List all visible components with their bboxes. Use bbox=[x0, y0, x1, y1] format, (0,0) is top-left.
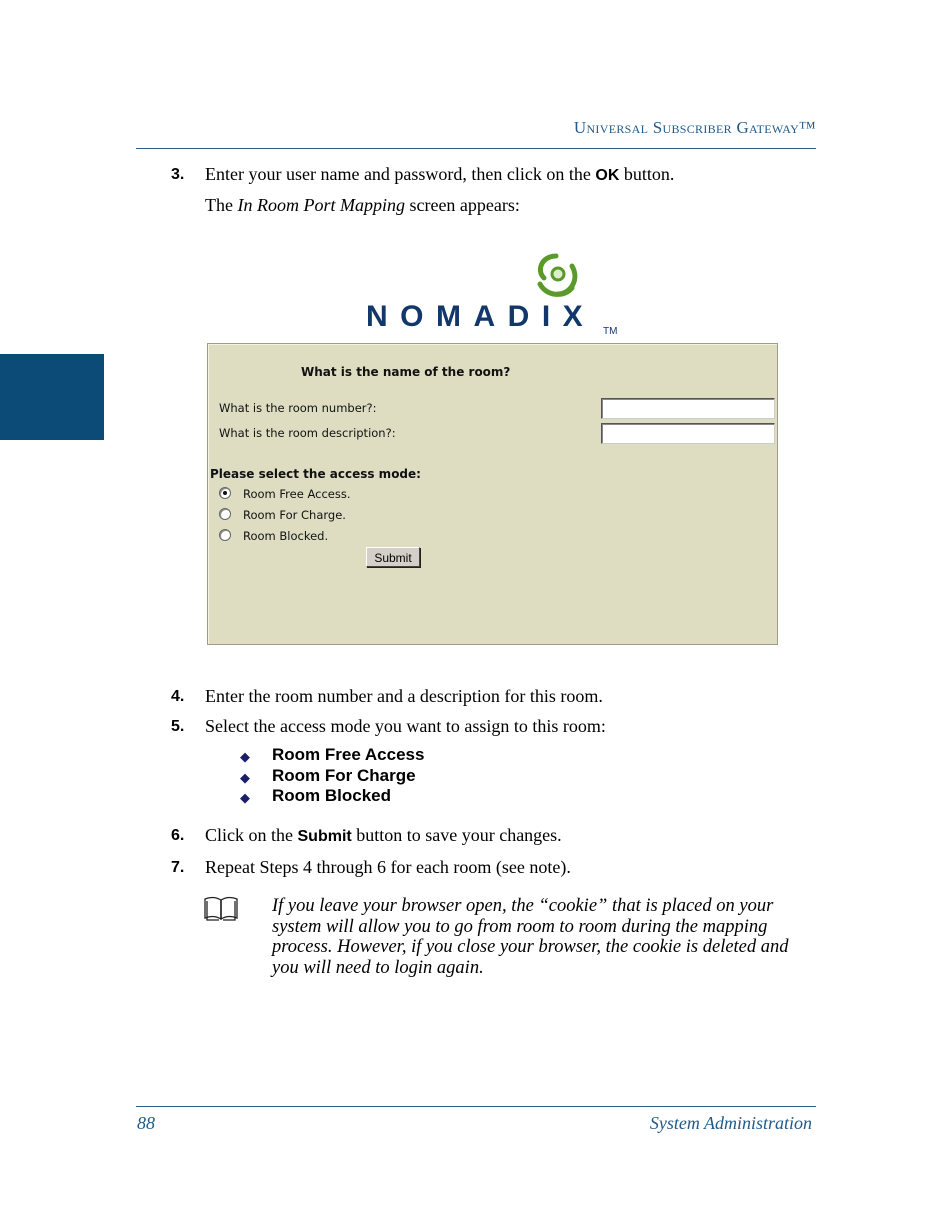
step-3-number: 3. bbox=[171, 166, 185, 183]
open-book-icon bbox=[203, 894, 239, 922]
access-mode-item: Room Free Access bbox=[272, 745, 425, 764]
room-description-label: What is the room description?: bbox=[219, 426, 396, 440]
screen-intro-after: screen appears: bbox=[404, 195, 520, 215]
step-6-keyword: Submit bbox=[297, 828, 352, 845]
screen-intro bbox=[205, 195, 520, 216]
footer-rule bbox=[136, 1106, 816, 1107]
step-4-number: 4. bbox=[171, 688, 185, 705]
step-3-text-after: button. bbox=[619, 164, 675, 184]
nomadix-swirl-icon bbox=[528, 250, 584, 302]
form-heading: What is the name of the room? bbox=[301, 365, 511, 379]
radio-room-free-access[interactable] bbox=[219, 487, 231, 499]
diamond-bullet-icon: ◆ bbox=[240, 790, 250, 805]
step-6-text-before: Click on the bbox=[205, 825, 298, 845]
diamond-bullet-icon: ◆ bbox=[240, 749, 250, 764]
access-mode-item: Room Blocked bbox=[272, 786, 392, 805]
note-text: If you leave your browser open, the “cookie” that is placed on your system will allow you to go from room to room during the mapping process. However, if you close your browser, the cookie is deleted and you will need to login again. bbox=[272, 896, 789, 978]
step-3-text bbox=[205, 164, 674, 185]
step-3-keyword: OK bbox=[595, 167, 620, 184]
radio-room-blocked[interactable] bbox=[219, 529, 231, 541]
section-title: System Administration bbox=[649, 1113, 812, 1133]
step-6-text bbox=[205, 825, 562, 846]
step-7-text: Repeat Steps 4 through 6 for each room (see note). bbox=[205, 857, 571, 877]
room-port-mapping-form bbox=[207, 343, 778, 645]
room-number-label: What is the room number?: bbox=[219, 401, 377, 415]
submit-button[interactable]: Submit bbox=[366, 547, 420, 567]
access-mode-item: Room For Charge bbox=[272, 766, 416, 785]
step-5-text: Select the access mode you want to assign to this room: bbox=[205, 716, 606, 736]
page-number: 88 bbox=[137, 1113, 155, 1133]
option-room-blocked-label: Room Blocked. bbox=[243, 529, 329, 543]
access-mode-heading: Please select the access mode: bbox=[210, 467, 421, 481]
logo-trademark: TM bbox=[603, 326, 618, 337]
option-room-for-charge-label: Room For Charge. bbox=[243, 508, 346, 522]
step-7-number: 7. bbox=[171, 859, 185, 876]
step-6-text-after: button to save your changes. bbox=[351, 825, 562, 845]
room-description-input[interactable] bbox=[601, 423, 775, 444]
screen-intro-before: The bbox=[205, 195, 238, 215]
step-6-number: 6. bbox=[171, 827, 185, 844]
chapter-tab bbox=[0, 354, 104, 440]
screen-name: In Room Port Mapping bbox=[237, 195, 405, 215]
running-header: Universal Subscriber Gateway™ bbox=[573, 118, 816, 137]
radio-room-for-charge[interactable] bbox=[219, 508, 231, 520]
header-rule bbox=[136, 148, 816, 149]
step-4-text: Enter the room number and a description for this room. bbox=[205, 686, 603, 706]
nomadix-logo-text: NOMADIX bbox=[366, 300, 596, 333]
step-3-text-before: Enter your user name and password, then click on the bbox=[205, 164, 596, 184]
step-5-number: 5. bbox=[171, 718, 185, 735]
option-room-free-access-label: Room Free Access. bbox=[243, 487, 351, 501]
diamond-bullet-icon: ◆ bbox=[240, 770, 250, 785]
room-number-input[interactable] bbox=[601, 398, 775, 419]
